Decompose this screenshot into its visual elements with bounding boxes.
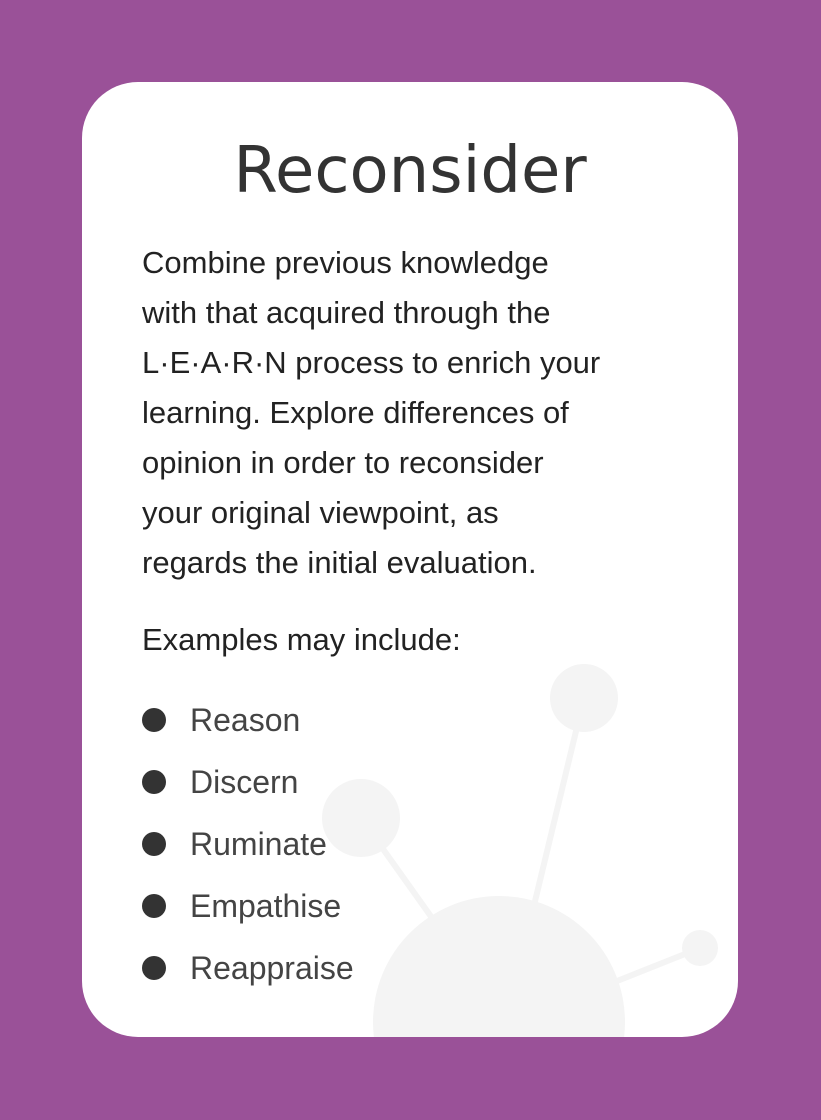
description-line: regards the initial evaluation.	[142, 545, 537, 580]
example-label: Ruminate	[190, 825, 327, 862]
example-label: Discern	[190, 763, 299, 800]
description-line: with that acquired through the	[142, 295, 551, 330]
bullet-icon	[142, 894, 166, 918]
list-item	[142, 875, 354, 937]
description-line: Combine previous knowledge	[142, 245, 549, 280]
bullet-icon	[142, 956, 166, 980]
examples-heading: Examples may include:	[142, 622, 461, 657]
reconsider-card	[82, 82, 738, 1037]
example-label: Reappraise	[190, 949, 354, 986]
list-item	[142, 751, 354, 813]
description-line: learning. Explore differences of	[142, 395, 569, 430]
description-line: opinion in order to reconsider	[142, 445, 544, 480]
list-item	[142, 689, 354, 751]
example-label: Reason	[190, 701, 301, 738]
list-item	[142, 937, 354, 999]
description-line: your original viewpoint, as	[142, 495, 499, 530]
bullet-icon	[142, 708, 166, 732]
bullet-icon	[142, 770, 166, 794]
bullet-icon	[142, 832, 166, 856]
example-label: Empathise	[190, 887, 342, 924]
card-description	[142, 238, 642, 588]
description-line: L·E·A·R·N process to enrich your	[142, 345, 601, 380]
card-title: Reconsider	[233, 134, 587, 208]
examples-list	[142, 689, 354, 999]
list-item	[142, 813, 354, 875]
